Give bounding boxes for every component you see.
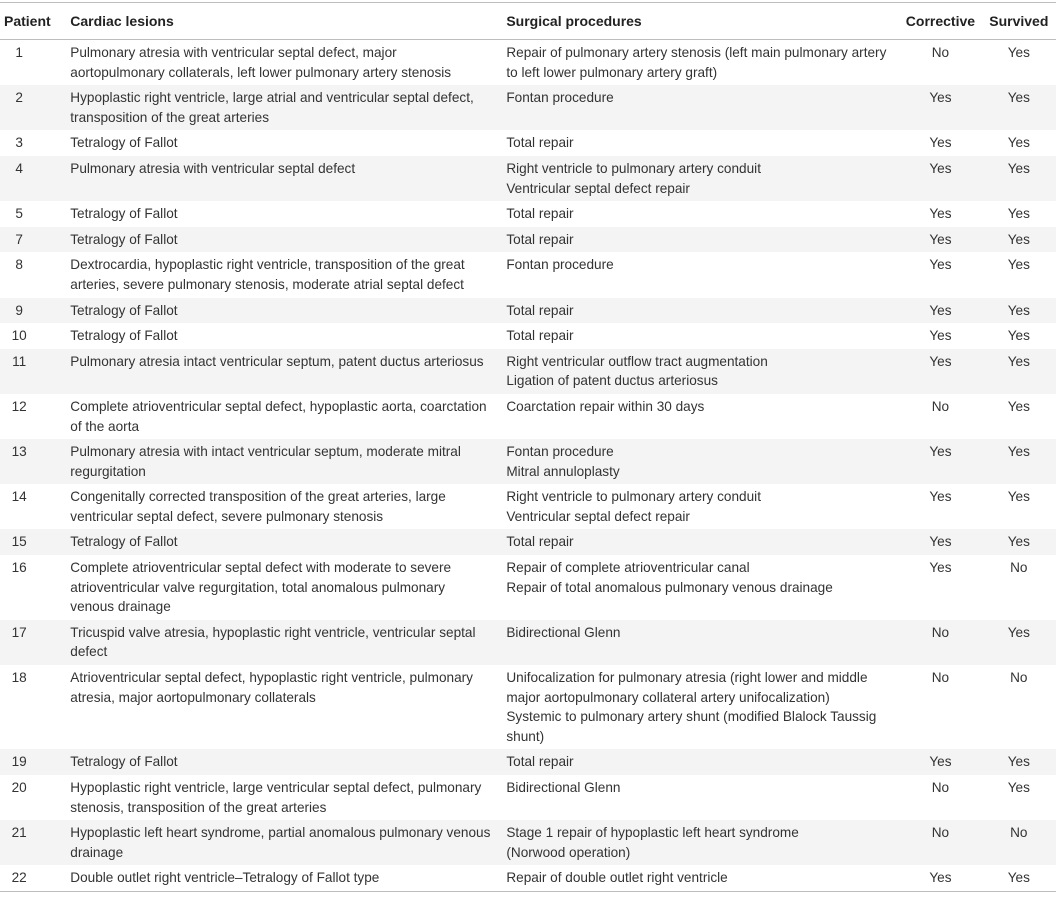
lesion-text: Tetralogy of Fallot <box>70 534 178 550</box>
cell-patient: 13 <box>11 444 27 460</box>
cell-corrective: No <box>931 624 950 640</box>
cell-patient: 11 <box>12 353 27 369</box>
table-header <box>0 3 1056 40</box>
cell-patient: 16 <box>11 560 27 576</box>
patient-table <box>0 2 1056 892</box>
cell-patient: 21 <box>11 825 27 841</box>
cell-patient: 5 <box>15 206 23 222</box>
cell-surgical-procedures <box>498 201 899 227</box>
procedure-text: Fontan procedure <box>506 444 614 460</box>
lesion-text: Hypoplastic left heart syndrome, partial anomalous pulmonary venous drainage <box>70 825 491 860</box>
table-row <box>0 323 1056 349</box>
lesion-text: Hypoplastic right ventricle, large atrial and ventricular septal defect, transposition of the great arteries <box>70 90 474 125</box>
table-row <box>0 130 1056 156</box>
table-row <box>0 775 1056 820</box>
table-row <box>0 749 1056 775</box>
cell-patient: 17 <box>11 624 27 640</box>
table-row <box>0 555 1056 620</box>
cell-survived: Yes <box>1007 206 1030 222</box>
cell-surgical-procedures <box>498 439 899 484</box>
lesion-text: Tetralogy of Fallot <box>70 231 178 247</box>
cell-cardiac-lesions <box>58 665 498 749</box>
cell-cardiac-lesions <box>58 201 498 227</box>
cell-surgical-procedures <box>498 394 899 439</box>
cell-cardiac-lesions <box>58 323 498 349</box>
cell-patient: 14 <box>11 489 27 505</box>
cell-surgical-procedures <box>498 865 899 891</box>
cell-patient: 20 <box>11 780 27 795</box>
cell-surgical-procedures <box>498 227 899 253</box>
lesion-text: Dextrocardia, hypoplastic right ventricle, transposition of the great arteries, severe pulmonary stenosis, moderate atrial septal defect <box>70 257 465 292</box>
cell-corrective: Yes <box>929 353 952 369</box>
procedure-text: (Norwood operation) <box>506 844 631 860</box>
procedure-text: Ventricular septal defect repair <box>506 508 690 524</box>
cell-cardiac-lesions <box>58 394 498 439</box>
lesion-text: Tetralogy of Fallot <box>70 135 178 151</box>
lesion-text: Tetralogy of Fallot <box>70 206 178 222</box>
cell-corrective: No <box>931 398 950 414</box>
lesion-text: Pulmonary atresia with ventricular septal defect <box>70 160 356 176</box>
table-row <box>0 865 1056 891</box>
table-row <box>0 298 1056 324</box>
cell-cardiac-lesions <box>58 227 498 253</box>
cell-patient: 18 <box>11 670 27 686</box>
cell-survived: Yes <box>1007 90 1030 106</box>
cell-corrective: Yes <box>929 870 952 886</box>
procedure-text: Total repair <box>506 534 574 550</box>
cell-patient: 3 <box>15 135 23 151</box>
cell-corrective: Yes <box>929 560 952 576</box>
header-cardiac-lesions: Cardiac lesions <box>70 13 174 29</box>
cell-cardiac-lesions <box>58 749 498 775</box>
cell-surgical-procedures <box>498 252 899 297</box>
cell-survived: Yes <box>1007 231 1030 247</box>
cell-cardiac-lesions <box>58 156 498 201</box>
table-row <box>0 394 1056 439</box>
cell-surgical-procedures <box>498 484 899 529</box>
table-row <box>0 201 1056 227</box>
header-survived: Survived <box>989 13 1049 29</box>
cell-cardiac-lesions <box>58 298 498 324</box>
table-row <box>0 227 1056 253</box>
cell-corrective: No <box>931 825 950 841</box>
cell-survived: Yes <box>1007 780 1030 795</box>
cell-corrective: Yes <box>929 135 952 151</box>
cell-surgical-procedures <box>498 349 899 394</box>
table-row <box>0 156 1056 201</box>
cell-survived: No <box>1010 560 1028 576</box>
lesion-text: Tetralogy of Fallot <box>70 302 178 318</box>
procedure-text: Mitral annuloplasty <box>506 463 620 479</box>
procedure-text: Fontan procedure <box>506 257 614 273</box>
cell-corrective: Yes <box>929 489 952 505</box>
cell-cardiac-lesions <box>58 85 498 130</box>
lesion-text: Tetralogy of Fallot <box>70 754 178 770</box>
cell-patient: 7 <box>15 231 23 247</box>
cell-surgical-procedures <box>498 620 899 665</box>
cell-patient: 10 <box>11 328 27 344</box>
table-row <box>0 820 1056 865</box>
procedure-text: Repair of total anomalous pulmonary venous drainage <box>506 579 833 595</box>
cell-surgical-procedures <box>498 156 899 201</box>
cell-survived: Yes <box>1007 160 1030 176</box>
table-row <box>0 40 1056 86</box>
cell-corrective: Yes <box>929 90 952 106</box>
lesion-text: Tricuspid valve atresia, hypoplastic right ventricle, ventricular septal defect <box>70 624 476 660</box>
cell-survived: Yes <box>1007 328 1030 344</box>
cell-patient: 2 <box>15 90 23 106</box>
header-corrective: Corrective <box>905 13 976 29</box>
cell-corrective: No <box>931 670 950 686</box>
cell-survived: Yes <box>1007 135 1030 151</box>
procedure-text: Coarctation repair within 30 days <box>506 398 705 414</box>
cell-corrective: Yes <box>929 231 952 247</box>
cell-cardiac-lesions <box>58 555 498 620</box>
cell-corrective: Yes <box>929 328 952 344</box>
cell-cardiac-lesions <box>58 529 498 555</box>
procedure-text: Total repair <box>506 754 574 770</box>
cell-survived: Yes <box>1007 870 1030 886</box>
cell-patient: 19 <box>11 754 27 770</box>
cell-corrective: Yes <box>929 206 952 222</box>
cell-corrective: Yes <box>929 444 952 460</box>
cell-cardiac-lesions <box>58 40 498 86</box>
cell-corrective: No <box>931 780 950 795</box>
cell-surgical-procedures <box>498 749 899 775</box>
cell-cardiac-lesions <box>58 820 498 865</box>
cell-surgical-procedures <box>498 40 899 86</box>
cell-survived: Yes <box>1007 534 1030 550</box>
procedure-text: Ligation of patent ductus arteriosus <box>506 373 718 389</box>
lesion-text: Double outlet right ventricle–Tetralogy of Fallot type <box>70 870 380 886</box>
cell-cardiac-lesions <box>58 252 498 297</box>
table-row <box>0 439 1056 484</box>
header-patient: Patient <box>4 13 51 29</box>
procedure-text: Fontan procedure <box>506 90 614 106</box>
cell-survived: Yes <box>1007 624 1030 640</box>
cell-cardiac-lesions <box>58 439 498 484</box>
cell-cardiac-lesions <box>58 130 498 156</box>
cell-corrective: Yes <box>929 302 952 318</box>
table-body <box>0 40 1056 892</box>
table-row <box>0 484 1056 529</box>
cell-patient: 12 <box>11 398 27 414</box>
cell-patient: 8 <box>15 257 23 273</box>
table-row <box>0 252 1056 297</box>
cell-cardiac-lesions <box>58 484 498 529</box>
cell-patient: 4 <box>15 160 23 176</box>
cell-surgical-procedures <box>498 665 899 749</box>
table-row <box>0 85 1056 130</box>
procedure-text: Total repair <box>506 302 574 318</box>
cell-cardiac-lesions <box>58 620 498 665</box>
lesion-text: Hypoplastic right ventricle, large ventricular septal defect, pulmonary stenosis, transposition of the great arteries <box>70 780 482 815</box>
cell-survived: Yes <box>1007 257 1030 273</box>
table-row <box>0 665 1056 749</box>
cell-corrective: Yes <box>929 257 952 273</box>
cell-corrective: Yes <box>929 754 952 770</box>
cell-cardiac-lesions <box>58 349 498 394</box>
procedure-text: Total repair <box>506 135 574 151</box>
cell-corrective: Yes <box>929 160 952 176</box>
procedure-text: Bidirectional Glenn <box>506 780 621 795</box>
lesion-text: Congenitally corrected transposition of the great arteries, large ventricular septal defect, severe pulmonary stenosis <box>70 489 446 524</box>
procedure-text: Right ventricular outflow tract augmentation <box>506 353 768 369</box>
cell-surgical-procedures <box>498 323 899 349</box>
cell-survived: Yes <box>1007 754 1030 770</box>
cell-survived: Yes <box>1007 353 1030 369</box>
procedure-text: Right ventricle to pulmonary artery conduit <box>506 489 761 505</box>
cell-survived: No <box>1010 670 1028 686</box>
procedure-text: Right ventricle to pulmonary artery conduit <box>506 160 761 176</box>
cell-surgical-procedures <box>498 775 899 820</box>
lesion-text: Pulmonary atresia with ventricular septal defect, major aortopulmonary collaterals, left lower pulmonary artery stenosis <box>70 45 452 80</box>
procedure-text: Total repair <box>506 206 574 222</box>
cell-surgical-procedures <box>498 130 899 156</box>
procedure-text: Bidirectional Glenn <box>506 624 621 640</box>
cell-survived: Yes <box>1007 489 1030 505</box>
procedure-text: Systemic to pulmonary artery shunt (modified Blalock Taussig shunt) <box>506 709 877 744</box>
cell-surgical-procedures <box>498 820 899 865</box>
lesion-text: Atrioventricular septal defect, hypoplastic right ventricle, pulmonary atresia, major aortopulmonary collaterals <box>70 670 473 705</box>
procedure-text: Repair of pulmonary artery stenosis (left main pulmonary artery to left lower pulmonary artery graft) <box>506 45 887 80</box>
procedure-text: Repair of complete atrioventricular canal <box>506 560 750 576</box>
lesion-text: Tetralogy of Fallot <box>70 328 178 344</box>
lesion-text: Pulmonary atresia with intact ventricular septum, moderate mitral regurgitation <box>70 444 461 479</box>
header-row <box>0 3 1056 40</box>
cell-surgical-procedures <box>498 529 899 555</box>
cell-survived: Yes <box>1007 398 1030 414</box>
procedure-text: Ventricular septal defect repair <box>506 180 690 196</box>
cell-surgical-procedures <box>498 85 899 130</box>
table-row <box>0 529 1056 555</box>
cell-survived: Yes <box>1007 302 1030 318</box>
cell-corrective: Yes <box>929 534 952 550</box>
header-surgical-procedures: Surgical procedures <box>506 13 642 29</box>
cell-patient: 1 <box>15 45 23 60</box>
cell-surgical-procedures <box>498 298 899 324</box>
cell-surgical-procedures <box>498 555 899 620</box>
cell-corrective: No <box>931 45 950 60</box>
lesion-text: Complete atrioventricular septal defect, hypoplastic aorta, coarctation of the aorta <box>70 398 487 434</box>
procedure-text: Total repair <box>506 328 574 344</box>
cell-survived: No <box>1010 825 1028 841</box>
cell-patient: 22 <box>11 870 27 886</box>
cell-survived: Yes <box>1007 444 1030 460</box>
cell-cardiac-lesions <box>58 775 498 820</box>
cell-survived: Yes <box>1007 45 1030 60</box>
table-row <box>0 620 1056 665</box>
lesion-text: Pulmonary atresia intact ventricular septum, patent ductus arteriosus <box>70 353 484 369</box>
cell-patient: 9 <box>15 302 23 318</box>
cell-patient: 15 <box>11 534 27 550</box>
procedure-text: Stage 1 repair of hypoplastic left heart syndrome <box>506 825 799 841</box>
procedure-text: Total repair <box>506 231 574 247</box>
lesion-text: Complete atrioventricular septal defect with moderate to severe atrioventricular valve regurgitation, total anomalous pulmonary venous drainage <box>70 560 452 615</box>
cell-cardiac-lesions <box>58 865 498 891</box>
procedure-text: Repair of double outlet right ventricle <box>506 870 728 886</box>
procedure-text: Unifocalization for pulmonary atresia (right lower and middle major aortopulmonary collateral artery unifocalization) <box>506 670 868 705</box>
table-row <box>0 349 1056 394</box>
